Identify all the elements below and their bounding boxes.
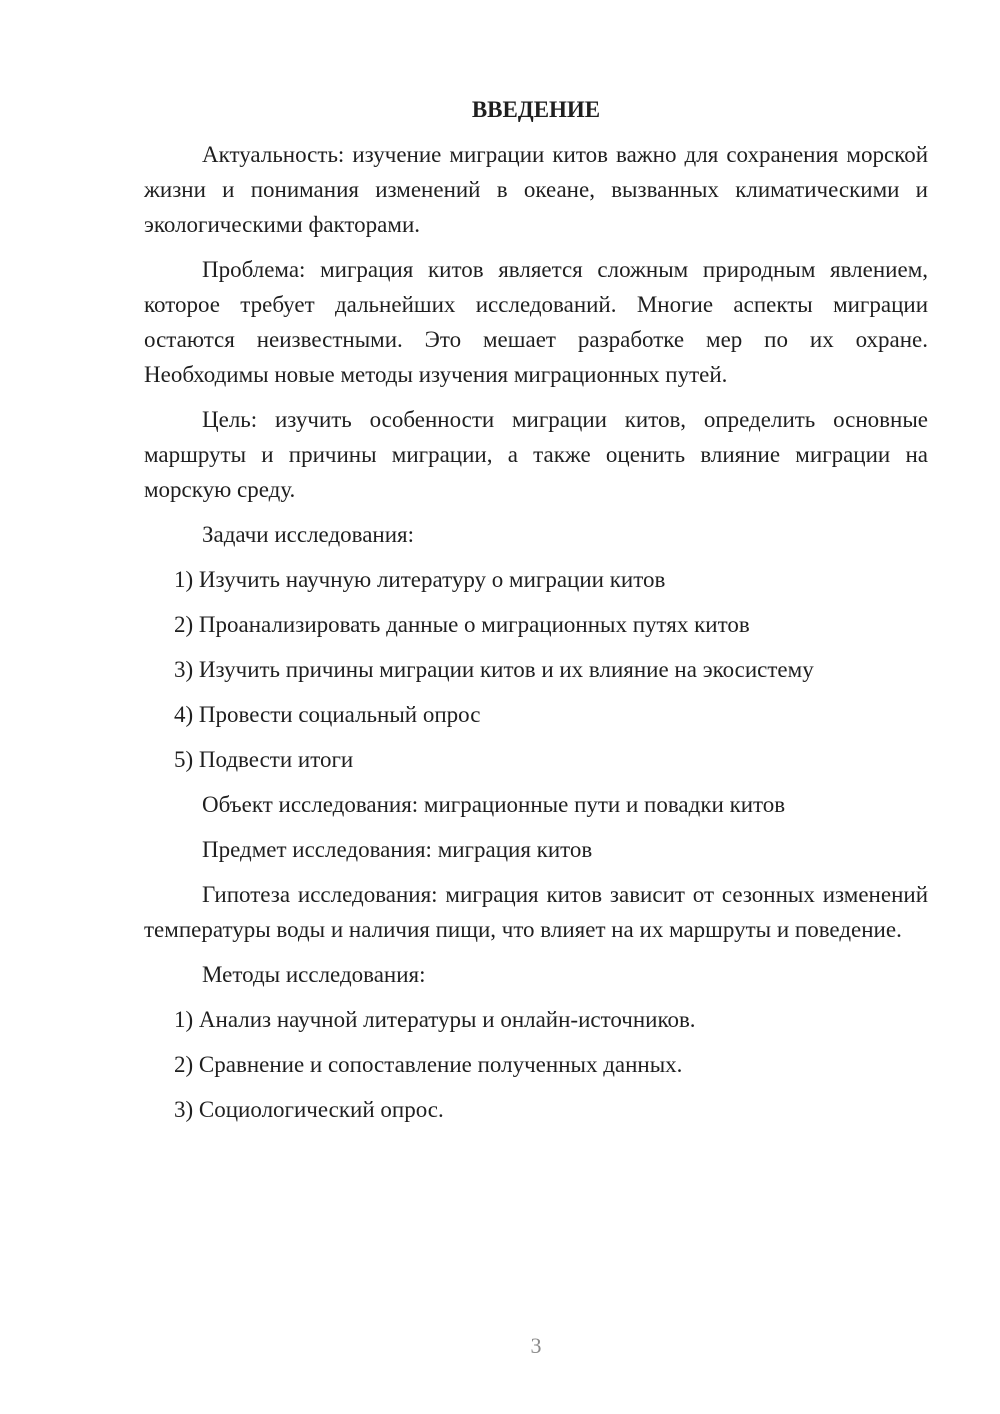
goal-paragraph: Цель: изучить особенности миграции китов, определить основные маршруты и причины миграции, а также оценить влияние миграции на морскую среду. [144,407,928,502]
hypothesis-paragraph: Гипотеза исследования: миграция китов зависит от сезонных изменений температуры воды и наличия пищи, что влияет на их маршруты и поведение. [144,882,928,942]
tasks-list [144,562,928,777]
page-content [144,92,928,1137]
list-item: 2) Сравнение и сопоставление полученных данных. [174,1052,683,1077]
list-item: 1) Изучить научную литературу о миграции китов [174,567,666,592]
page-title: ВВЕДЕНИЕ [471,97,601,122]
object-paragraph: Объект исследования: миграционные пути и повадки китов [202,792,786,817]
page-number: 3 [530,1333,542,1358]
relevance-paragraph: Актуальность: изучение миграции китов важно для сохранения морской жизни и понимания изменений в океане, вызванных климатическими и экологическими факторами. [144,142,928,237]
list-item: 5) Подвести итоги [174,747,354,772]
methods-heading: Методы исследования: [202,962,426,987]
list-item: 2) Проанализировать данные о миграционных путях китов [174,612,750,637]
list-item: 3) Изучить причины миграции китов и их влияние на экосистему [174,657,814,682]
methods-list [144,1002,928,1127]
subject-paragraph: Предмет исследования: миграция китов [202,837,593,862]
list-item: 3) Социологический опрос. [174,1097,444,1122]
tasks-heading: Задачи исследования: [202,522,415,547]
problem-paragraph: Проблема: миграция китов является сложным природным явлением, которое требует дальнейших исследований. Многие аспекты миграции остаются неизвестными. Это мешает разработке мер по их охране. Необходимы новые методы изучения миграционных путей. [144,257,928,387]
list-item: 4) Провести социальный опрос [174,702,481,727]
list-item: 1) Анализ научной литературы и онлайн-источников. [174,1007,696,1032]
